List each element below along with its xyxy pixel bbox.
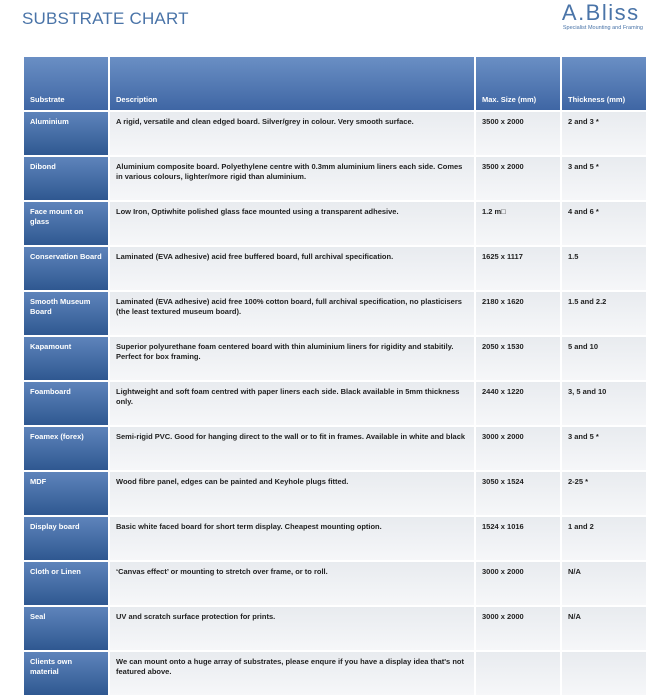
table-row [24,337,646,380]
table-row [24,382,646,425]
thickness-cell: 2-25 * [562,472,646,515]
substrate-cell: Foamex (forex) [24,427,108,470]
table-row [24,157,646,200]
table-row [24,652,646,695]
max-size-cell: 2050 x 1530 [476,337,560,380]
column-header-description: Description [110,57,474,110]
description-cell: A rigid, versatile and clean edged board. Silver/grey in colour. Very smooth surface. [110,112,474,155]
substrate-cell: Clients own material [24,652,108,695]
substrate-cell: Display board [24,517,108,560]
table-row [24,517,646,560]
substrate-cell: Smooth Museum Board [24,292,108,335]
description-cell: UV and scratch surface protection for prints. [110,607,474,650]
description-cell: We can mount onto a huge array of substrates, please enqure if you have a display idea that's not featured above. [110,652,474,695]
logo-tagline: Specialist Mounting and Framing [562,25,643,31]
description-cell: Low Iron, Optiwhite polished glass face mounted using a transparent adhesive. [110,202,474,245]
table-row [24,472,646,515]
substrate-cell: Conservation Board [24,247,108,290]
table-row [24,292,646,335]
thickness-cell: 4 and 6 * [562,202,646,245]
description-cell: Semi-rigid PVC. Good for hanging direct to the wall or to fit in frames. Available in white and black [110,427,474,470]
description-cell: ‘Canvas effect’ or mounting to stretch over frame, or to roll. [110,562,474,605]
max-size-cell: 3500 x 2000 [476,112,560,155]
thickness-cell: 1.5 [562,247,646,290]
logo-name: A.Bliss [561,0,640,25]
thickness-cell: N/A [562,607,646,650]
max-size-cell: 3000 x 2000 [476,607,560,650]
table-row [24,112,646,155]
max-size-cell: 3000 x 2000 [476,427,560,470]
max-size-cell: 2180 x 1620 [476,292,560,335]
thickness-cell: 3 and 5 * [562,427,646,470]
thickness-cell: 5 and 10 [562,337,646,380]
table-row [24,607,646,650]
max-size-cell: 1.2 m□ [476,202,560,245]
max-size-cell: 3000 x 2000 [476,562,560,605]
column-header-max-size: Max. Size (mm) [476,57,560,110]
brand-logo [562,1,643,32]
substrate-cell: Seal [24,607,108,650]
table-body [24,112,646,695]
table-row [24,247,646,290]
description-cell: Laminated (EVA adhesive) acid free 100% cotton board, full archival specification, no plasticisers (the least textured museum board). [110,292,474,335]
max-size-cell: 2440 x 1220 [476,382,560,425]
max-size-cell: 3050 x 1524 [476,472,560,515]
substrate-table [22,55,648,697]
page-title: SUBSTRATE CHART [22,9,189,28]
max-size-cell: 1524 x 1016 [476,517,560,560]
table-header-row [24,57,646,110]
thickness-cell: 3 and 5 * [562,157,646,200]
table-row [24,202,646,245]
thickness-cell: N/A [562,562,646,605]
substrate-cell: Face mount on glass [24,202,108,245]
column-header-substrate: Substrate [24,57,108,110]
max-size-cell: 3500 x 2000 [476,157,560,200]
substrate-cell: Kapamount [24,337,108,380]
substrate-cell: Dibond [24,157,108,200]
substrate-cell: Foamboard [24,382,108,425]
thickness-cell: 1.5 and 2.2 [562,292,646,335]
description-cell: Wood fibre panel, edges can be painted and Keyhole plugs fitted. [110,472,474,515]
thickness-cell: 1 and 2 [562,517,646,560]
column-header-thickness: Thickness (mm) [562,57,646,110]
max-size-cell [476,652,560,695]
description-cell: Lightweight and soft foam centred with paper liners each side. Black available in 5mm thickness only. [110,382,474,425]
max-size-cell: 1625 x 1117 [476,247,560,290]
description-cell: Aluminium composite board. Polyethylene centre with 0.3mm aluminium liners each side. Comes in various colours, lighter/more rigid than aluminium. [110,157,474,200]
substrate-cell: Aluminium [24,112,108,155]
thickness-cell: 3, 5 and 10 [562,382,646,425]
description-cell: Laminated (EVA adhesive) acid free buffered board, full archival specification. [110,247,474,290]
substrate-cell: Cloth or Linen [24,562,108,605]
description-cell: Basic white faced board for short term display. Cheapest mounting option. [110,517,474,560]
substrate-cell: MDF [24,472,108,515]
thickness-cell: 2 and 3 * [562,112,646,155]
thickness-cell [562,652,646,695]
description-cell: Superior polyurethane foam centered board with thin aluminium liners for rigidity and stabitily. Perfect for box framing. [110,337,474,380]
table-row [24,427,646,470]
table-row [24,562,646,605]
